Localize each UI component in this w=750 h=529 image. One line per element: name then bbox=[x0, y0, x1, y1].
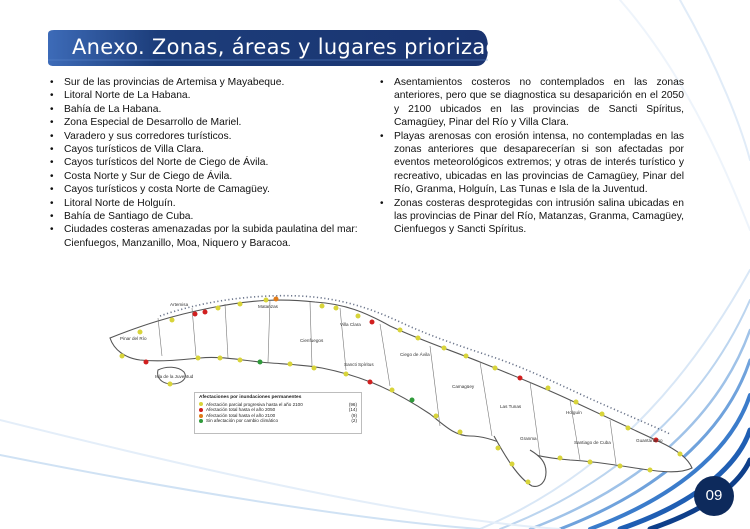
province-label: Pinar del Río bbox=[120, 336, 147, 341]
legend-swatch bbox=[199, 414, 203, 418]
list-item: • Cayos turísticos de Villa Clara. bbox=[48, 143, 358, 156]
province-label: Artemisa bbox=[170, 302, 189, 307]
province-label: Guantánamo bbox=[636, 438, 663, 443]
legend-swatch bbox=[199, 402, 203, 406]
legend-row bbox=[199, 418, 357, 424]
list-item: • Bahía de La Habana. bbox=[48, 103, 358, 116]
left-column bbox=[48, 76, 358, 250]
page-title: Anexo. Zonas, áreas y lugares priorizados: bbox=[72, 35, 531, 59]
right-column bbox=[378, 76, 684, 237]
legend-label: Afectación total hasta el año 2050 bbox=[206, 407, 276, 413]
list-item: • Playas arenosas con erosión intensa, no contempladas en las zonas anteriores que desaparecerían si son afectadas por eventos meteorológicos extremos; y otras de interés turístico y recreativo, ubicadas en las provincias de Camagüey, Pinar del Río, Granma, Holguín, Las Tunas e Isla de la Juventud. bbox=[378, 130, 684, 197]
legend-label: Sin afectación por cambio climático bbox=[206, 418, 279, 424]
province-label: Sancti Spíritus bbox=[344, 362, 374, 367]
province-label: Holguín bbox=[566, 410, 582, 415]
legend-count: (14) bbox=[348, 407, 357, 413]
legend-count: (2) bbox=[351, 418, 357, 424]
list-item: • Ciudades costeras amenazadas por la subida paulatina del mar: Cienfuegos, Manzanillo, Moa, Niquero y Baracoa. bbox=[48, 223, 358, 250]
province-label: Matanzas bbox=[258, 304, 278, 309]
map-legend bbox=[194, 392, 362, 434]
list-item: • Zona Especial de Desarrollo de Mariel. bbox=[48, 116, 358, 129]
legend-label: Afectación parcial progresiva hasta el año 2100 bbox=[206, 401, 303, 407]
list-item: • Cayos turísticos y costa Norte de Camagüey. bbox=[48, 183, 358, 196]
list-item: • Varadero y sus corredores turísticos. bbox=[48, 130, 358, 143]
list-item: • Litoral Norte de La Habana. bbox=[48, 89, 358, 102]
list-item: • Bahía de Santiago de Cuba. bbox=[48, 210, 358, 223]
list-item: • Sur de las provincias de Artemisa y Mayabeque. bbox=[48, 76, 358, 89]
province-label: Granma bbox=[520, 436, 537, 441]
title-banner bbox=[48, 30, 531, 66]
legend-count: (9) bbox=[351, 412, 357, 418]
province-label: Isla de la Juventud bbox=[155, 374, 194, 379]
province-label: Ciego de Ávila bbox=[400, 352, 430, 357]
province-label: Villa Clara bbox=[340, 322, 361, 327]
province-label: Camagüey bbox=[452, 384, 475, 389]
list-item: • Costa Norte y Sur de Ciego de Ávila. bbox=[48, 170, 358, 183]
legend-swatch bbox=[199, 408, 203, 412]
list-item: • Cayos turísticos del Norte de Ciego de Ávila. bbox=[48, 156, 358, 169]
province-label: Santiago de Cuba bbox=[574, 440, 611, 445]
province-label: Las Tunas bbox=[500, 404, 522, 409]
legend-title: Afectaciones por inundaciones permanentes bbox=[199, 395, 302, 400]
left-list bbox=[48, 76, 358, 250]
page-number: 09 bbox=[694, 476, 734, 516]
list-item: • Asentamientos costeros no contemplados en las zonas anteriores, pero que se diagnostica su desaparición en el 2050 y 2100 ubicados en las provincias de Sancti Spíritus, Camagüey, Pinar del Río y Villa Clara. bbox=[378, 76, 684, 130]
legend-label: Afectación total hasta el año 2100 bbox=[206, 412, 276, 418]
right-list bbox=[378, 76, 684, 237]
list-item: • Zonas costeras desprotegidas con intrusión salina ubicadas en las provincias de Pinar del Río, Matanzas, Granma, Camagüey, Cienfuegos y Sancti Spíritus. bbox=[378, 197, 684, 237]
legend-count: (96) bbox=[348, 401, 357, 407]
cuba-map bbox=[100, 286, 700, 491]
province-label: Cienfuegos bbox=[300, 338, 324, 343]
legend-swatch bbox=[199, 419, 203, 423]
list-item: • Litoral Norte de Holguín. bbox=[48, 197, 358, 210]
